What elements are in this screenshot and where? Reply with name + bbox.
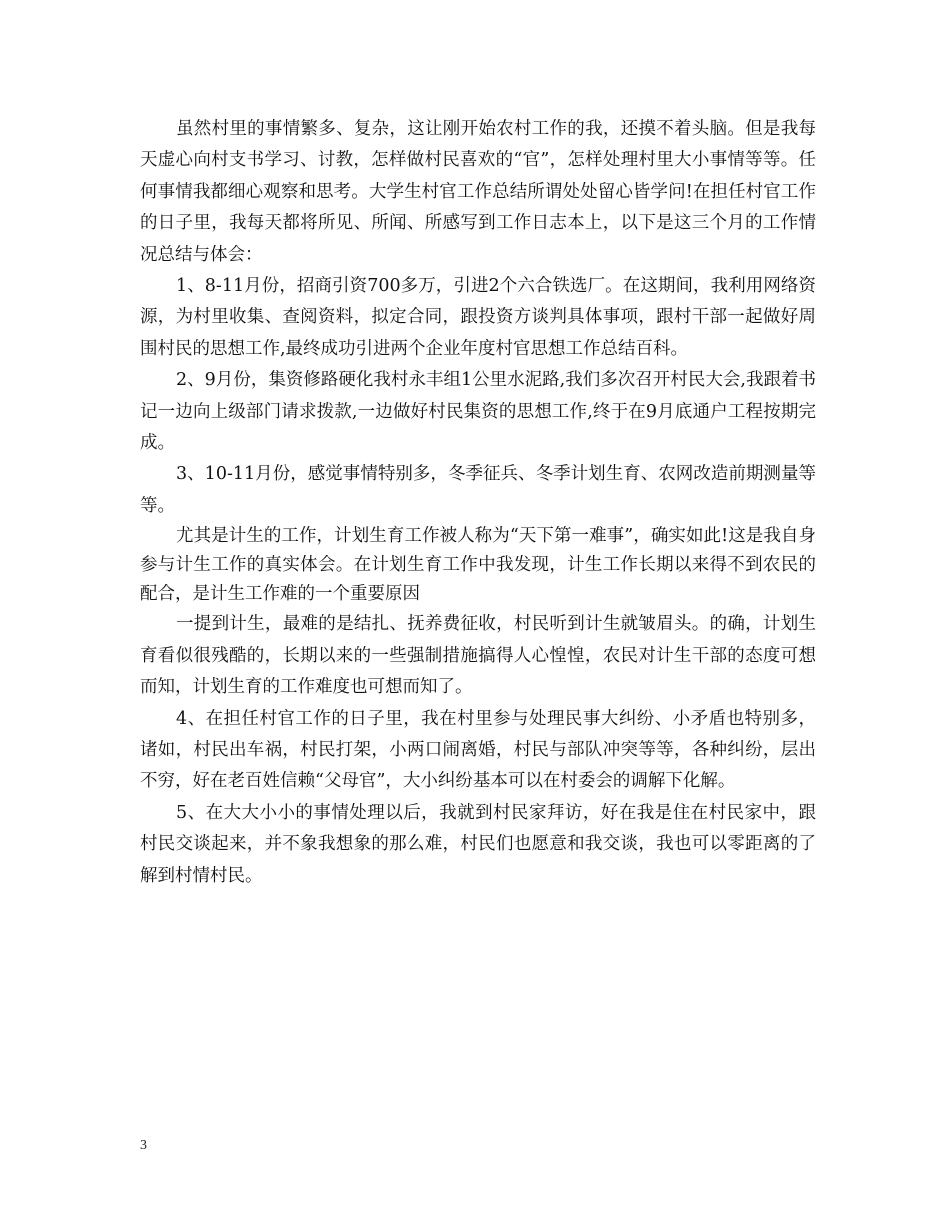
- paragraph-item-4: 4、在担任村官工作的日子里，我在村里参与处理民事大纠纷、小矛盾也特别多，诸如，村民出车祸，村民打架，小两口闹离婚，村民与部队冲突等等，各种纠纷，层出不穷，好在老百姓信赖“父母官”，大小纠纷基本可以在村委会的调解下化解。: [140, 708, 816, 792]
- page-number: 3: [140, 1138, 147, 1153]
- paragraph-item-5: 5、在大大小小的事情处理以后，我就到村民家拜访，好在我是住在村民家中，跟村民交谈起来，并不象我想象的那么难，村民们也愿意和我交谈，我也可以零距离的了解到村情村民。: [140, 802, 816, 886]
- paragraph-item-2: 2、9月份，集资修路硬化我村永丰组1公里水泥路,我们多次召开村民大会,我跟着书记一边向上级部门请求拨款,一边做好村民集资的思想工作,终于在9月底通户工程按期完成。: [140, 370, 816, 454]
- paragraph-item-3: 3、10-11月份，感觉事情特别多，冬季征兵、冬季计划生育、农网改造前期测量等等。: [140, 464, 816, 516]
- paragraph-item-1: 1、8-11月份，招商引资700多万，引进2个六合铁选厂。在这期间，我利用网络资源，为村里收集、查阅资料，拟定合同，跟投资方谈判具体事项，跟村干部一起做好周围村民的思想工作,最终成功引进两个企业年度村官思想工作总结百科。: [140, 276, 816, 359]
- paragraph-intro: 虽然村里的事情繁多、复杂，这让刚开始农村工作的我，还摸不着头脑。但是我每天虚心向村支书学习、讨教，怎样做村民喜欢的“官”，怎样处理村里大小事情等等。任何事情我都细心观察和思考。大学生村官工作总结所谓处处留心皆学问!在担任村官工作的日子里，我每天都将所见、所闻、所感写到工作日志本上，以下是这三个月的工作情况总结与体会：: [140, 119, 816, 265]
- paragraph-family-planning: 尤其是计生的工作，计划生育工作被人称为“天下第一难事”，确实如此!这是我自身参与计生工作的真实体会。在计划生育工作中我发现，计生工作长期以来得不到农民的配合，是计生工作难的一个重要原因: [140, 526, 816, 605]
- document-body: [140, 114, 816, 892]
- paragraph-family-planning-difficulty: 一提到计生，最难的是结扎、抚养费征收，村民听到计生就皱眉头。的确，计划生育看似很残酷的，长期以来的一些强制措施搞得人心惶惶，农民对计生干部的态度可想而知，计划生育的工作难度也可想而知了。: [140, 614, 816, 698]
